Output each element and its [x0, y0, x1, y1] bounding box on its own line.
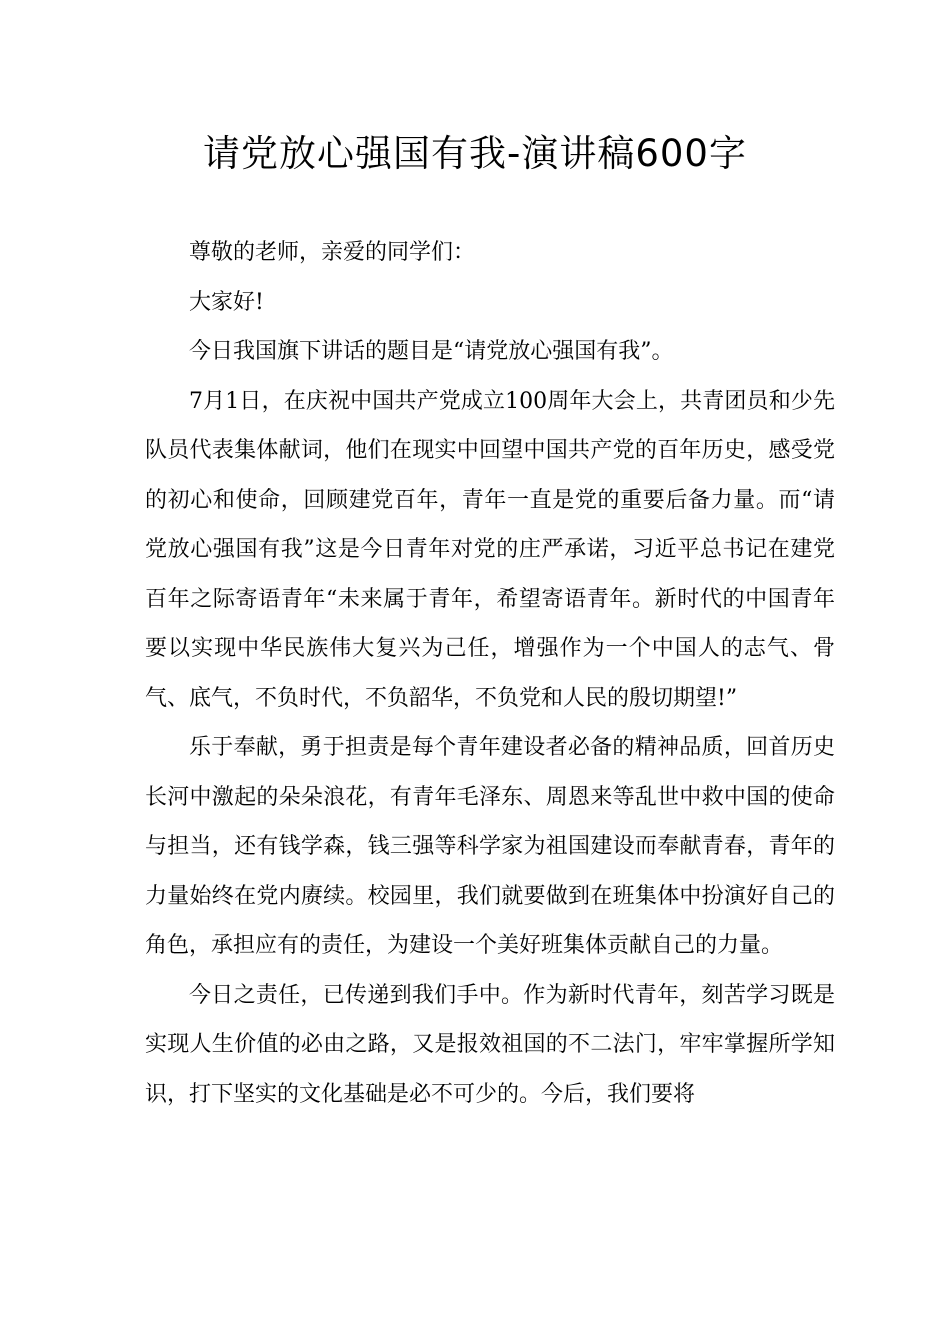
page-title: 请党放心强国有我-演讲稿600字	[203, 132, 747, 175]
paragraph-topic: 今日我国旗下讲话的题目是“请党放心强国有我”。	[189, 339, 674, 364]
paragraph-dedication: 乐于奉献，勇于担责是每个青年建设者必备的精神品质，回首历史长河中激起的朵朵浪花，有青年毛泽东、周恩来等乱世中救中国的使命与担当，还有钱学森，钱三强等科学家为祖国建设而奉献青春，青年的力量始终在党内赓续。校园里，我们就要做到在班集体中扮演好自己的角色，承担应有的责任，为建设一个美好班集体贡献自己的力量。	[145, 735, 835, 958]
paragraph-greeting: 大家好!	[189, 289, 264, 315]
paragraph-centenary: 7月1日，在庆祝中国共产党成立100周年大会上，共青团员和少先队员代表集体献词，他们在现实中回望中国共产党的百年历史，感受党的初心和使命，回顾建党百年，青年一直是党的重要后备力量。而“请党放心强国有我”这是今日青年对党的庄严承诺，习近平总书记在建党百年之际寄语青年“未来属于青年，希望寄语青年。新时代的中国青年要以实现中华民族伟大复兴为己任，增强作为一个中国人的志气、骨气、底气，不负时代，不负韶华，不负党和人民的殷切期望!”	[145, 388, 835, 711]
paragraph-salutation: 尊敬的老师，亲爱的同学们：	[189, 240, 476, 265]
document-body	[145, 228, 835, 1119]
paragraph-responsibility: 今日之责任，已传递到我们手中。作为新时代青年，刻苦学习既是实现人生价值的必由之路，又是报效祖国的不二法门，牢牢掌握所学知识，打下坚实的文化基础是必不可少的。今后，我们要将	[145, 982, 835, 1107]
